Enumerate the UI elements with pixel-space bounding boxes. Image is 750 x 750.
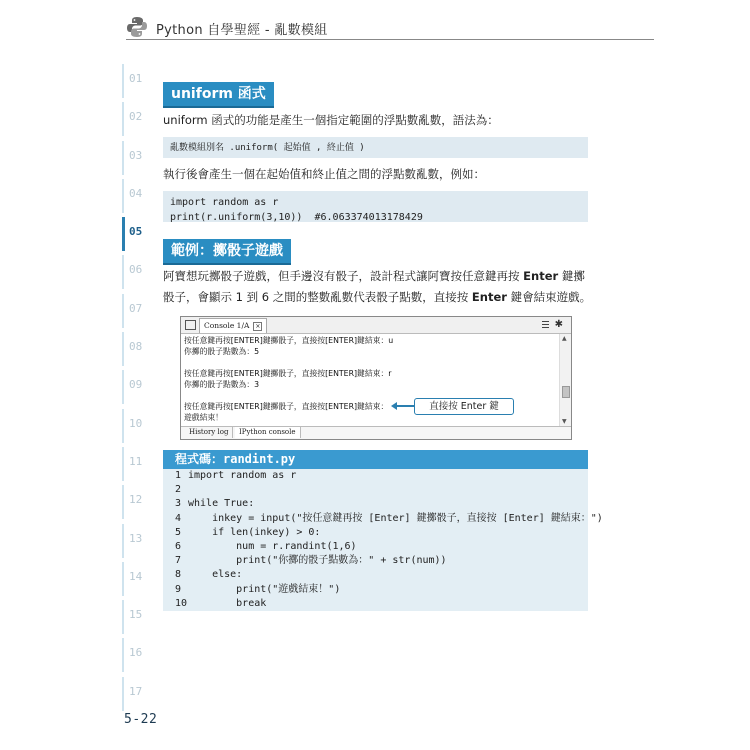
chapter-bar — [122, 179, 124, 213]
program-listing — [163, 469, 603, 611]
chapter-number: 08 — [129, 340, 143, 354]
chapter-tab — [122, 445, 150, 483]
line-number: 6 — [175, 540, 182, 552]
console-line: 你擲的骰子點數為：3 — [184, 380, 260, 389]
code-row — [163, 497, 588, 511]
code-text: while True: — [188, 498, 255, 510]
tab-history-log[interactable]: History log — [185, 427, 233, 438]
chapter-bar — [122, 294, 124, 328]
console-window — [180, 316, 572, 440]
chapter-bar — [122, 141, 124, 175]
uniform-syntax-line: 亂數模組別名 .uniform( 起始值 , 終止值 ) — [170, 143, 365, 153]
code-text: print("遊戲結束！") — [188, 583, 341, 595]
chapter-tab — [122, 598, 150, 636]
text-bold: Enter — [523, 269, 559, 283]
code-row — [163, 526, 588, 540]
code-row — [163, 568, 588, 582]
dice-desc-line-2 — [163, 287, 593, 308]
program-title: 程式碼：randint.py — [175, 452, 296, 466]
chapter-bar — [122, 64, 124, 98]
chapter-bar — [122, 255, 124, 289]
chapter-tab — [122, 368, 150, 406]
chapter-tab — [122, 330, 150, 368]
chapter-tab — [122, 292, 150, 330]
chapter-tab — [122, 560, 150, 598]
chapter-bar — [122, 217, 125, 251]
uniform-syntax-box — [163, 137, 588, 158]
gear-icon[interactable]: ✱ — [554, 319, 563, 330]
code-row — [163, 583, 588, 597]
code-row — [163, 540, 588, 554]
page-number: 5-22 — [124, 712, 158, 727]
tab-ipython-console[interactable]: IPython console — [235, 427, 301, 438]
text-segment: 鍵擲 — [558, 269, 585, 283]
line-number: 10 — [175, 597, 188, 609]
line-number: 9 — [175, 583, 182, 595]
header-rule — [126, 39, 654, 40]
console-bottom-tabs — [181, 426, 571, 439]
console-tab-bar — [181, 317, 571, 334]
code-text: break — [188, 597, 267, 609]
chapter-tab — [122, 62, 150, 100]
program-header — [163, 450, 588, 469]
console-line: 按任意鍵再按[ENTER]鍵擲骰子，直接按[ENTER]鍵結束： — [184, 402, 389, 411]
dice-game-description — [163, 266, 593, 308]
chapter-tab — [122, 139, 150, 177]
chapter-bar — [122, 562, 124, 596]
scroll-up-icon[interactable]: ▲ — [562, 335, 567, 342]
python-logo-icon — [126, 16, 148, 38]
chapter-bar — [122, 102, 124, 136]
chapter-tab — [122, 675, 150, 713]
code-text: else: — [188, 569, 243, 581]
section-label-dice-game: 範例：擲骰子遊戲 — [163, 239, 291, 265]
chapter-tab — [122, 522, 150, 560]
menu-icon[interactable] — [542, 321, 549, 328]
chapter-tab — [122, 636, 150, 674]
chapter-bar — [122, 638, 124, 672]
code-text: num = r.randint(1,6) — [188, 540, 357, 552]
text-segment: 阿寶想玩擲骰子遊戲，但手邊沒有骰子，設計程式讓阿寶按任意鍵再按 — [163, 269, 524, 283]
callout-arrow — [396, 405, 414, 407]
chapter-tab — [122, 100, 150, 138]
console-line: 按任意鍵再按[ENTER]鍵擲骰子，直接按[ENTER]鍵結束：r — [184, 369, 392, 378]
section-label-uniform: uniform 函式 — [163, 82, 274, 108]
dice-desc-line-1 — [163, 266, 593, 287]
uniform-example-box — [163, 191, 588, 222]
console-line: 按任意鍵再按[ENTER]鍵擲骰子，直接按[ENTER]鍵結束：u — [184, 336, 394, 345]
code-row — [163, 469, 588, 483]
code-row — [163, 483, 588, 497]
chapter-bar — [122, 524, 124, 558]
chapter-number: 17 — [129, 684, 143, 698]
chapter-tab — [122, 215, 150, 253]
line-number: 8 — [175, 569, 182, 581]
code-text: inkey = input("按任意鍵再按 [Enter] 鍵擲骰子，直接按 [Enter] 鍵結束：") — [188, 512, 603, 524]
chapter-number: 15 — [129, 608, 143, 622]
console-scrollbar[interactable] — [559, 334, 571, 426]
chapter-tab — [122, 483, 150, 521]
chapter-bar — [122, 677, 124, 711]
chapter-number: 16 — [129, 646, 143, 660]
text-segment: 骰子，會顯示 1 到 6 之間的整數亂數代表骰子點數，直接按 — [163, 290, 472, 304]
scroll-thumb[interactable] — [562, 386, 570, 398]
chapter-bar — [122, 332, 124, 366]
console-line: 你擲的骰子點數為：5 — [184, 347, 260, 356]
chapter-bar — [122, 370, 124, 404]
chapter-number: 02 — [129, 110, 143, 124]
code-text: print("你擲的骰子點數為：" + str(num)) — [188, 555, 447, 567]
line-number: 1 — [175, 470, 182, 481]
chapter-bar — [122, 409, 124, 443]
chapter-number: 07 — [129, 301, 143, 315]
code-text: if len(inkey) > 0: — [188, 526, 321, 538]
code-line: import random as r — [170, 197, 279, 208]
chapter-number: 11 — [129, 454, 143, 468]
code-row — [163, 512, 603, 526]
scroll-down-icon[interactable]: ▼ — [562, 418, 567, 425]
code-row — [163, 554, 588, 568]
line-number: 5 — [175, 526, 182, 538]
code-line: print(r.uniform(3,10)) #6.063374013178429 — [170, 212, 423, 223]
code-row — [163, 597, 588, 611]
chapter-tab — [122, 407, 150, 445]
console-line: 遊戲結束！ — [184, 413, 223, 422]
line-number: 2 — [175, 484, 182, 496]
code-text: import random as r — [188, 470, 297, 481]
console-tab[interactable] — [199, 318, 267, 333]
chapter-bar — [122, 485, 124, 519]
console-icon — [185, 320, 196, 330]
chapter-bar — [122, 600, 124, 634]
chapter-bar — [122, 447, 124, 481]
chapter-tab — [122, 177, 150, 215]
uniform-desc-text: 執行後會產生一個在起始值和終止值之間的浮點數亂數，例如： — [163, 167, 485, 181]
chapter-number: 04 — [129, 186, 143, 200]
chapter-number: 12 — [129, 493, 143, 507]
chapter-tab — [122, 253, 150, 291]
chapter-number: 13 — [129, 531, 143, 545]
line-number: 4 — [175, 512, 182, 524]
uniform-intro-text: uniform 函式的功能是產生一個指定範圍的浮點數亂數，語法為： — [163, 113, 499, 127]
line-number: 7 — [175, 555, 182, 567]
callout-note: 直接按 Enter 鍵 — [414, 398, 514, 415]
page-header — [126, 16, 654, 40]
chapter-number: 14 — [129, 569, 143, 583]
text-segment: 鍵會結束遊戲。 — [506, 290, 592, 304]
console-tab-label: Console 1/A — [204, 321, 250, 330]
chapter-number: 06 — [129, 263, 143, 277]
header-title: Python 自學聖經 - 亂數模組 — [156, 23, 328, 38]
chapter-rail — [122, 62, 150, 713]
chapter-number: 01 — [129, 72, 143, 85]
text-bold: Enter — [471, 290, 507, 304]
chapter-number: 09 — [129, 378, 143, 392]
close-icon[interactable]: × — [255, 322, 261, 330]
console-line — [184, 357, 556, 368]
chapter-number: 05 — [129, 225, 143, 239]
chapter-number: 03 — [129, 148, 143, 162]
chapter-number: 10 — [129, 416, 143, 430]
line-number: 3 — [175, 498, 182, 510]
